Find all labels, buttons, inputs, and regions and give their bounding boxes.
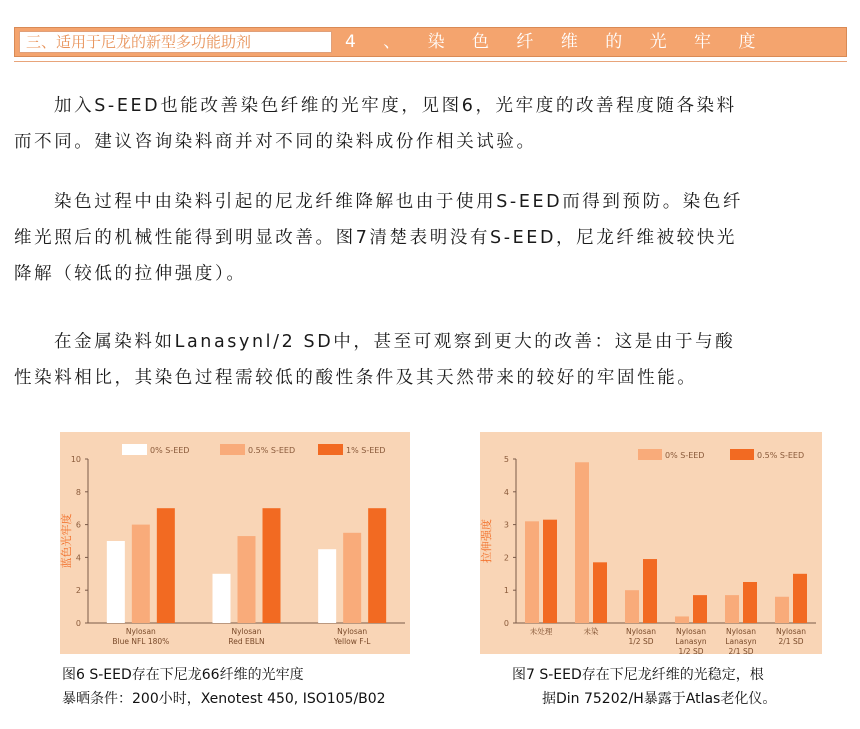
legend-swatch (730, 449, 754, 460)
bar (263, 508, 281, 623)
legend-label: 1% S-EED (346, 446, 386, 455)
bar (725, 595, 739, 623)
bar (318, 549, 336, 623)
legend-swatch (318, 444, 343, 455)
bar (213, 574, 231, 623)
x-tick-label: Nylosan (726, 627, 756, 636)
figure-7-chart (480, 432, 822, 654)
x-tick-label: 1/2 SD (628, 637, 654, 646)
bar (775, 597, 789, 623)
legend-label: 0.5% S-EED (757, 451, 805, 460)
legend-swatch (638, 449, 662, 460)
x-tick-label: Nylosan (626, 627, 656, 636)
x-tick-label: Nylosan (231, 627, 262, 636)
bar (793, 574, 807, 623)
y-tick-label: 10 (70, 455, 81, 464)
paragraph-line: 性染料相比，其染色过程需较低的酸性条件及其天然带来的较好的牢固性能。 (14, 368, 698, 388)
paragraph-line: 降解（较低的拉伸强度）。 (14, 264, 247, 284)
paragraph-1 (14, 88, 844, 160)
legend-label: 0.5% S-EED (248, 446, 296, 455)
figure-6-chart (60, 432, 410, 654)
paragraph-3 (14, 324, 844, 396)
x-tick-label: 未染 (583, 627, 599, 636)
x-tick-label: Nylosan (676, 627, 706, 636)
x-tick-label: Lanasyn (675, 637, 707, 646)
y-tick-label: 6 (75, 520, 81, 530)
x-tick-label: 2/1 SD (778, 637, 804, 646)
bar (107, 541, 125, 623)
caption-line: 图6 S-EED存在下尼龙66纤维的光牢度 (62, 667, 304, 683)
bar (343, 533, 361, 623)
paragraph-line: 染色过程中由染料引起的尼龙纤维降解也由于使用S-EED而得到预防。染色纤 (54, 192, 744, 212)
figure-6-panel (60, 432, 410, 654)
y-axis-label: 拉伸强度 (480, 519, 493, 563)
y-tick-label: 2 (75, 586, 81, 596)
legend-swatch (220, 444, 245, 455)
figure-7-panel (480, 432, 822, 654)
legend-label: 0% S-EED (150, 446, 190, 455)
caption-line: 暴晒条件：200小时，Xenotest 450, ISO105/B02 (62, 691, 386, 707)
x-tick-label: 1/2 SD (678, 647, 704, 654)
paragraph-line: 而不同。建议咨询染料商并对不同的染料成份作相关试验。 (14, 132, 537, 152)
paragraph-2 (14, 184, 844, 292)
bar (675, 616, 689, 623)
y-tick-label: 0 (75, 619, 81, 628)
bar (238, 536, 256, 623)
bar (593, 562, 607, 623)
header-divider (14, 61, 847, 62)
x-tick-label: Lanasyn (725, 637, 757, 646)
y-tick-label: 8 (75, 487, 81, 497)
y-axis-label: 蓝色光牢度 (60, 513, 73, 569)
y-tick-label: 2 (503, 553, 509, 563)
x-tick-label: 未处理 (529, 627, 553, 636)
bar (543, 520, 557, 623)
bar (625, 590, 639, 623)
bar (575, 462, 589, 623)
paragraph-line: 加入S-EED也能改善染色纤维的光牢度，见图6，光牢度的改善程度随各染料 (54, 96, 737, 116)
section-title: 三、适用于尼龙的新型多功能助剂 (19, 31, 332, 53)
legend-label: 0% S-EED (665, 451, 705, 460)
y-tick-label: 3 (503, 520, 509, 530)
y-tick-label: 5 (503, 455, 509, 464)
x-tick-label: Nylosan (776, 627, 806, 636)
paragraph-line: 维光照后的机械性能得到明显改善。图7清楚表明没有S-EED，尼龙纤维被较快光 (14, 228, 737, 248)
caption-line: 图7 S-EED存在下尼龙纤维的光稳定，根 (512, 667, 764, 683)
bar (368, 508, 386, 623)
figure-6-caption (62, 663, 386, 711)
x-tick-label: 2/1 SD (728, 647, 754, 654)
x-tick-label: Blue NFL 180% (112, 637, 170, 646)
chapter-title: 4 、 染 色 纤 维 的 光 牢 度 (345, 32, 767, 52)
y-tick-label: 1 (503, 586, 509, 596)
bar (157, 508, 175, 623)
y-tick-label: 0 (503, 619, 509, 628)
legend-swatch (122, 444, 147, 455)
x-tick-label: Nylosan (125, 627, 156, 636)
bar (743, 582, 757, 623)
bar (643, 559, 657, 623)
x-tick-label: Nylosan (337, 627, 368, 636)
x-tick-label: Yellow F-L (333, 637, 371, 646)
bar (525, 521, 539, 623)
caption-line: 据Din 75202/H暴露于Atlas老化仪。 (542, 691, 777, 707)
paragraph-line: 在金属染料如Lanasynl/2 SD中，甚至可观察到更大的改善：这是由于与酸 (54, 332, 736, 352)
x-tick-label: Red EBLN (228, 637, 265, 646)
plot-area (516, 459, 816, 623)
figure-7-caption (512, 663, 776, 711)
section-header-bar (14, 27, 847, 57)
y-tick-label: 4 (503, 487, 509, 497)
bar (693, 595, 707, 623)
y-tick-label: 4 (75, 553, 81, 563)
bar (132, 525, 150, 623)
